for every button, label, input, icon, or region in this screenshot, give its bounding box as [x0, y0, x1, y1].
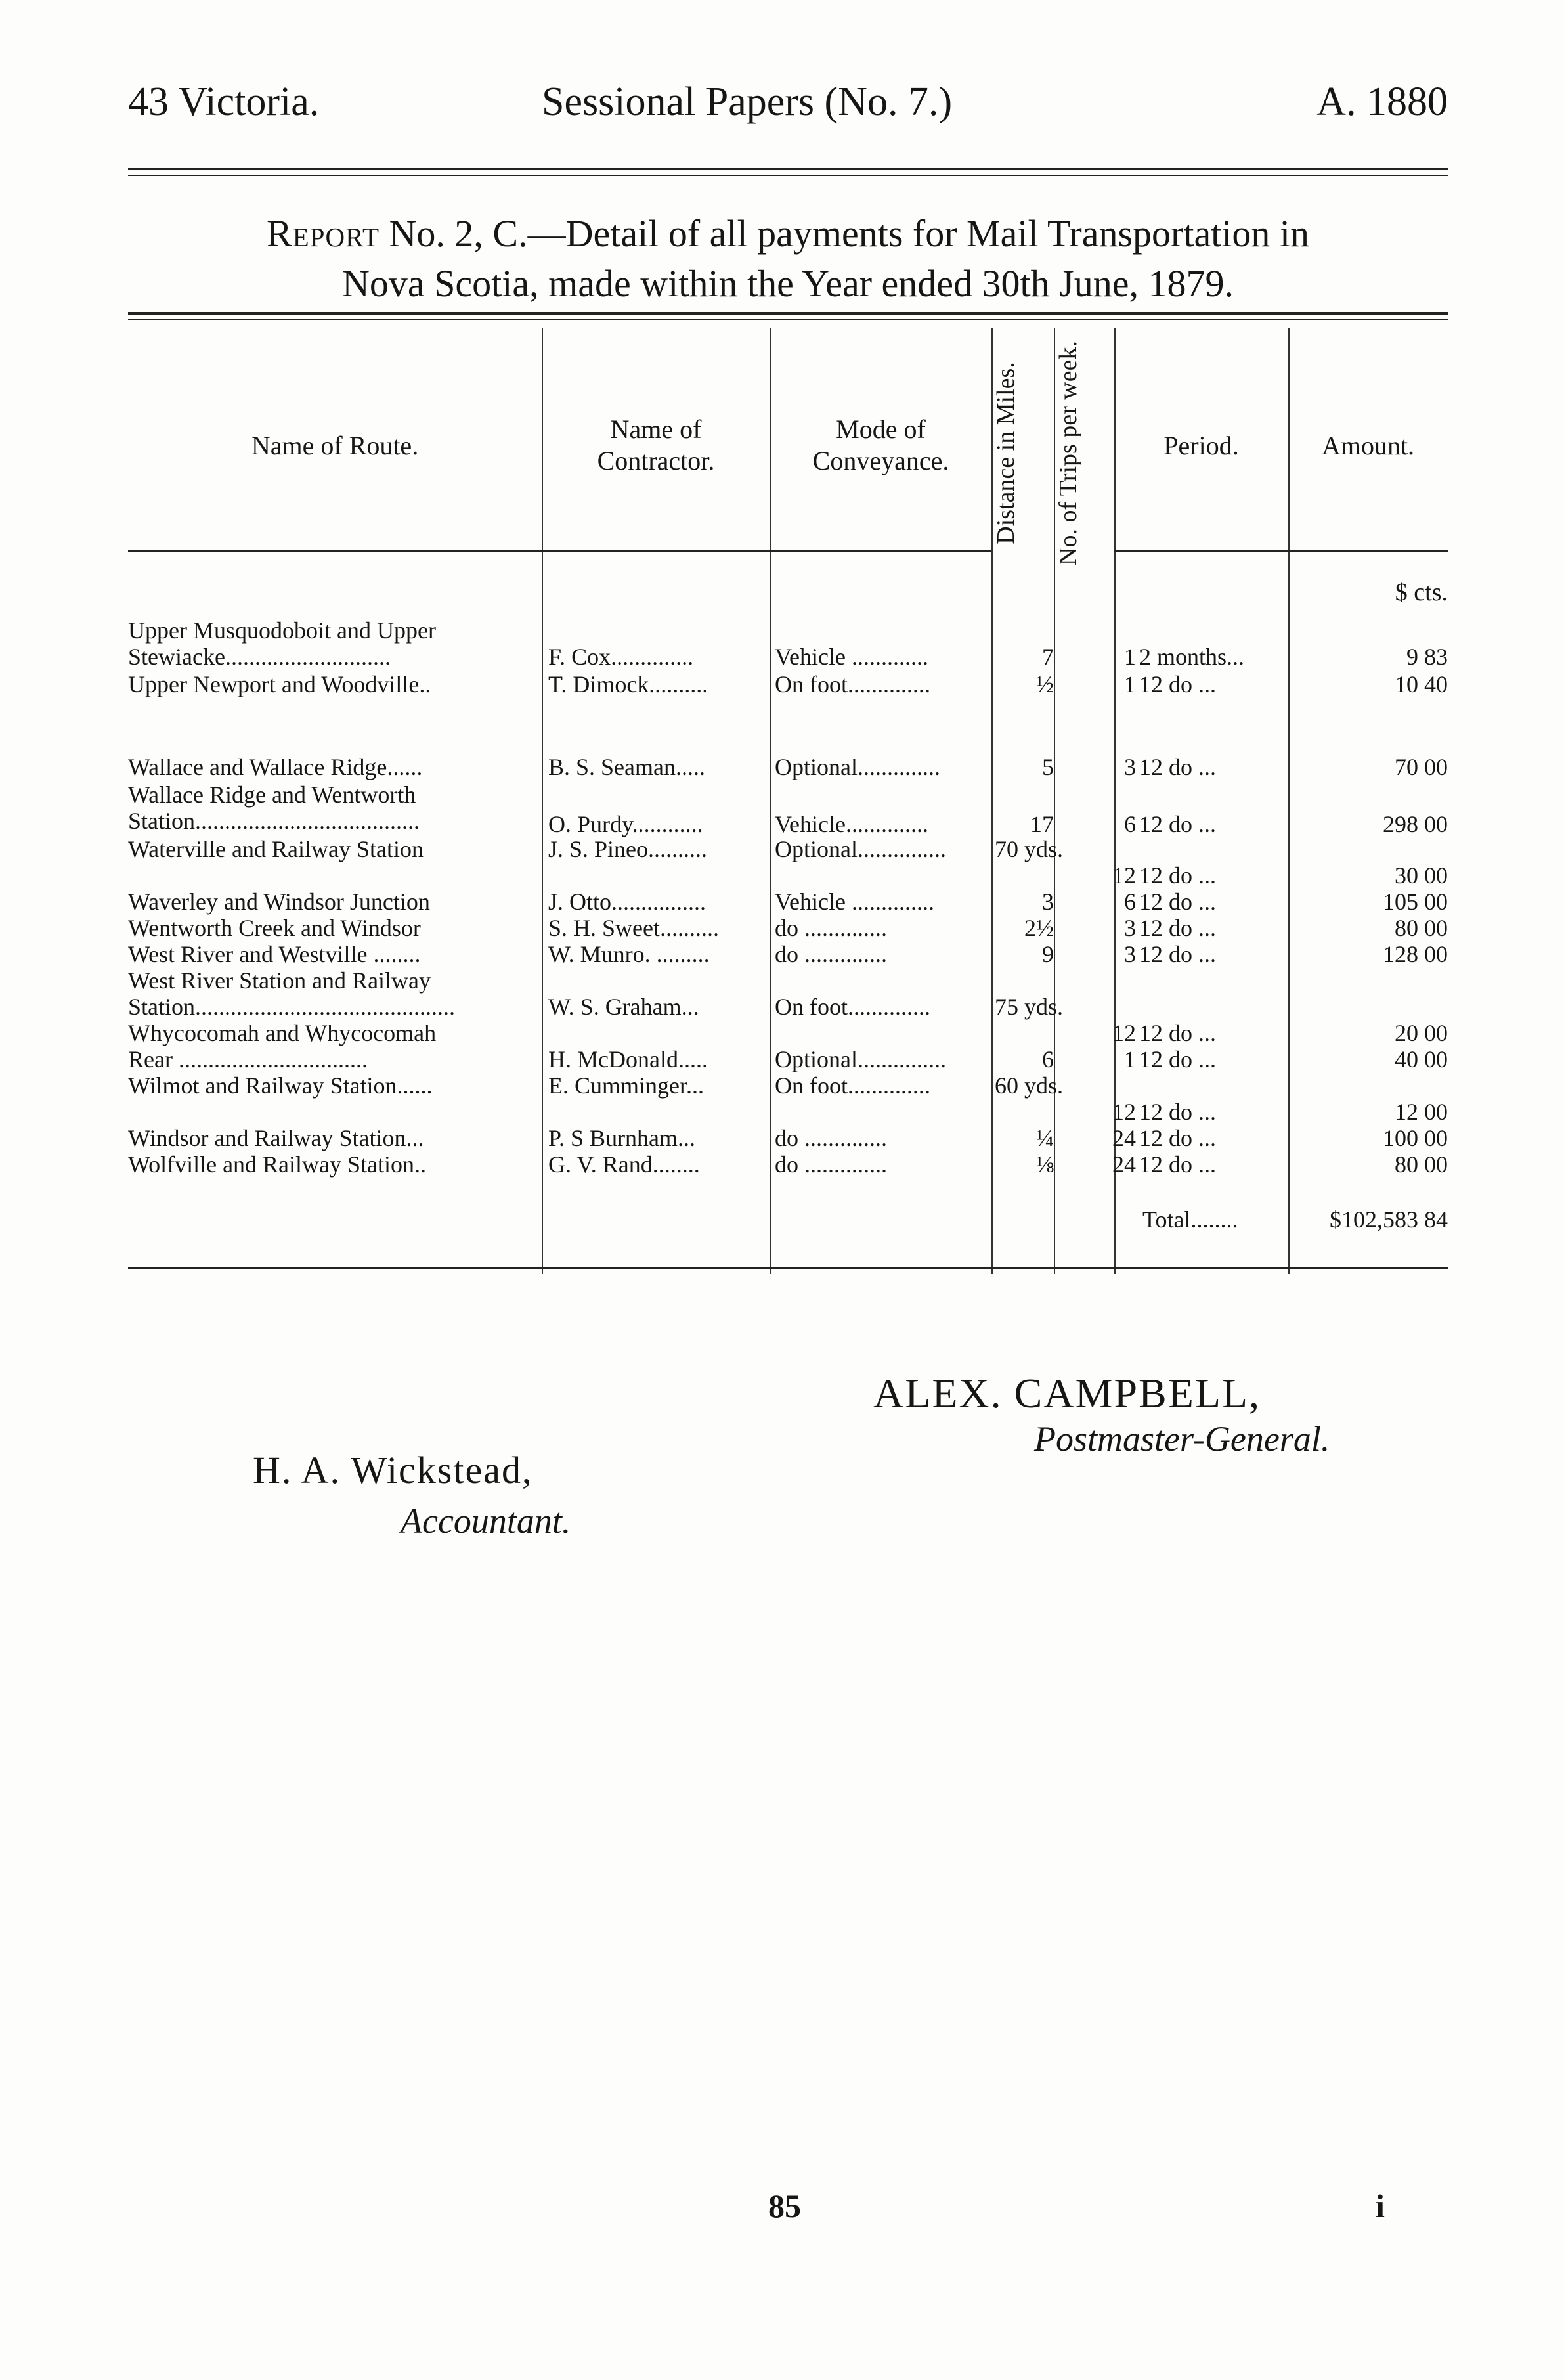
distance-cell: 75 yds.	[995, 994, 1064, 1020]
period-cell: 12 do ...	[1139, 1099, 1216, 1125]
period-cell: 12 do ...	[1139, 1046, 1216, 1072]
accountant-signature: H. A. Wickstead,	[253, 1449, 533, 1491]
route-line: Stewiacke............................	[128, 644, 391, 670]
report-title-line1-text: No. 2, C.—Detail of all payments for Mail Transportation in	[389, 212, 1310, 255]
mode-cell: Vehicle .............	[775, 644, 928, 670]
header-bottom-rule-right	[1114, 550, 1448, 552]
amount-cell: 128 00	[1383, 941, 1448, 967]
amount-cell: 80 00	[1395, 1151, 1448, 1178]
contractor-cell: G. V. Rand........	[548, 1151, 700, 1178]
route-cell	[128, 782, 538, 834]
postmaster-signature: ALEX. CAMPBELL,	[873, 1370, 1261, 1417]
header-mode	[770, 414, 991, 477]
route-cell: Wolfville and Railway Station..	[128, 1151, 427, 1178]
distance-cell: 5	[1042, 754, 1054, 780]
period-cell: 12 do ...	[1139, 889, 1216, 915]
period-cell: 12 do ...	[1139, 1020, 1216, 1046]
header-rule-top	[128, 168, 1448, 170]
header-contractor-line2: Contractor.	[597, 446, 715, 475]
route-line: West River Station and Railway	[128, 967, 431, 994]
amount-cell: 105 00	[1383, 889, 1448, 915]
mode-cell: Vehicle ..............	[775, 889, 934, 915]
period-cell: 2 months...	[1139, 644, 1245, 670]
trips-cell: 1	[1124, 644, 1136, 670]
trips-cell: 12	[1112, 1099, 1136, 1125]
amount-cell: 70 00	[1395, 754, 1448, 780]
header-period: Period.	[1163, 431, 1239, 460]
report-label: Report	[266, 212, 380, 255]
mode-cell: Optional...............	[775, 1046, 946, 1072]
contractor-cell: S. H. Sweet..........	[548, 915, 719, 941]
payments-table	[128, 328, 1448, 1274]
trips-cell: 24	[1112, 1151, 1136, 1178]
route-cell: Wilmot and Railway Station......	[128, 1072, 433, 1099]
contractor-cell: E. Cumminger...	[548, 1072, 704, 1099]
report-title-line1	[128, 209, 1448, 259]
mode-cell: do ..............	[775, 1125, 887, 1151]
route-line: Station............................................	[128, 994, 456, 1020]
distance-cell: 2½	[1024, 915, 1054, 941]
distance-cell: 3	[1042, 889, 1054, 915]
mode-cell: do ..............	[775, 1151, 887, 1178]
route-cell: Wentworth Creek and Windsor	[128, 915, 421, 941]
route-cell: Windsor and Railway Station...	[128, 1125, 424, 1151]
period-cell: 12 do ...	[1139, 671, 1216, 697]
distance-cell: ¼	[1036, 1125, 1054, 1151]
distance-cell: ⅛	[1036, 1151, 1054, 1178]
distance-cell: 7	[1042, 644, 1054, 670]
report-title	[128, 209, 1448, 309]
distance-cell: 60 yds.	[995, 1072, 1064, 1099]
contractor-cell: J. Otto................	[548, 889, 706, 915]
route-line: Rear ................................	[128, 1046, 368, 1072]
contractor-cell: F. Cox..............	[548, 644, 694, 670]
trips-cell: 6	[1124, 811, 1136, 837]
contractor-cell: B. S. Seaman.....	[548, 754, 705, 780]
header-route: Name of Route.	[251, 431, 419, 460]
route-line: Upper Musquodoboit and Upper	[128, 617, 436, 644]
header-trips: No. of Trips per week.	[1054, 341, 1082, 565]
amount-cell: 10 40	[1395, 671, 1448, 697]
mode-cell: On foot..............	[775, 671, 930, 697]
contractor-cell: O. Purdy............	[548, 811, 703, 837]
period-cell: 12 do ...	[1139, 1125, 1216, 1151]
contractor-cell: W. S. Graham...	[548, 994, 699, 1020]
trips-cell: 3	[1124, 915, 1136, 941]
header-contractor-line1: Name of	[610, 414, 702, 444]
header-bottom-rule	[128, 550, 991, 552]
period-cell: 12 do ...	[1139, 915, 1216, 941]
running-head-center: Sessional Papers (No. 7.)	[542, 79, 953, 124]
route-cell: West River and Westville ........	[128, 941, 421, 967]
period-cell: 12 do ...	[1139, 811, 1216, 837]
route-cell	[128, 617, 538, 670]
signature-mark: i	[1376, 2188, 1385, 2224]
trips-cell: 3	[1124, 941, 1136, 967]
trips-cell: 3	[1124, 754, 1136, 780]
route-line: Whycocomah and Whycocomah	[128, 1020, 437, 1046]
route-cell: Waverley and Windsor Junction	[128, 889, 430, 915]
report-title-line2: Nova Scotia, made within the Year ended 30th June, 1879.	[342, 262, 1234, 305]
amount-cell: 12 00	[1395, 1099, 1448, 1125]
distance-cell: ½	[1036, 671, 1054, 697]
trips-cell: 12	[1112, 1020, 1136, 1046]
route-line: Wallace Ridge and Wentworth	[128, 782, 416, 808]
distance-cell: 9	[1042, 941, 1054, 967]
mode-cell: Vehicle..............	[775, 811, 928, 837]
amount-cell: 9 83	[1406, 644, 1448, 670]
contractor-cell: J. S. Pineo..........	[548, 836, 708, 862]
distance-cell: 70 yds.	[995, 836, 1064, 862]
running-head-right: A. 1880	[1316, 79, 1448, 124]
page-number: 85	[768, 2188, 801, 2224]
route-cell	[128, 967, 538, 1020]
running-head-left: 43 Victoria.	[128, 79, 320, 124]
route-line: Station......................................	[128, 808, 420, 834]
trips-cell: 6	[1124, 889, 1136, 915]
total-label: Total........	[1142, 1206, 1238, 1233]
currency-label: $ cts.	[1395, 579, 1448, 606]
amount-cell: 20 00	[1395, 1020, 1448, 1046]
mode-cell: Optional..............	[775, 754, 940, 780]
total-amount: $102,583 84	[1330, 1206, 1448, 1233]
trips-cell: 12	[1112, 862, 1136, 889]
header-mode-line2: Conveyance.	[812, 446, 949, 475]
contractor-cell: P. S Burnham...	[548, 1125, 696, 1151]
trips-cell: 1	[1124, 1046, 1136, 1072]
period-cell: 12 do ...	[1139, 941, 1216, 967]
trips-cell: 1	[1124, 671, 1136, 697]
header-rule-bottom	[128, 175, 1448, 176]
route-cell: Upper Newport and Woodville..	[128, 671, 431, 697]
distance-cell: 6	[1042, 1046, 1054, 1072]
contractor-cell: H. McDonald.....	[548, 1046, 708, 1072]
mode-cell: Optional...............	[775, 836, 946, 862]
route-cell: Wallace and Wallace Ridge......	[128, 754, 423, 780]
amount-cell: 298 00	[1383, 811, 1448, 837]
header-contractor	[542, 414, 770, 477]
period-cell: 12 do ...	[1139, 1151, 1216, 1178]
header-distance: Distance in Miles.	[992, 362, 1020, 544]
amount-cell: 80 00	[1395, 915, 1448, 941]
route-cell: Waterville and Railway Station	[128, 836, 424, 862]
amount-cell: 30 00	[1395, 862, 1448, 889]
accountant-title: Accountant.	[401, 1501, 571, 1541]
mode-cell: On foot..............	[775, 994, 930, 1020]
table-rule-top	[128, 312, 1448, 315]
table-rule-top-thin	[128, 319, 1448, 320]
header-amount: Amount.	[1321, 431, 1415, 460]
contractor-cell: W. Munro. .........	[548, 941, 710, 967]
mode-cell: do ..............	[775, 915, 887, 941]
period-cell: 12 do ...	[1139, 754, 1216, 780]
header-mode-line1: Mode of	[836, 414, 926, 444]
distance-cell: 17	[1030, 811, 1054, 837]
period-cell: 12 do ...	[1139, 862, 1216, 889]
mode-cell: On foot..............	[775, 1072, 930, 1099]
running-head	[128, 79, 1448, 138]
amount-cell: 40 00	[1395, 1046, 1448, 1072]
postmaster-title: Postmaster-General.	[1034, 1419, 1330, 1459]
route-cell	[128, 1020, 538, 1072]
mode-cell: do ..............	[775, 941, 887, 967]
trips-cell: 24	[1112, 1125, 1136, 1151]
table-bottom-rule	[128, 1267, 1448, 1269]
amount-cell: 100 00	[1383, 1125, 1448, 1151]
contractor-cell: T. Dimock..........	[548, 671, 708, 697]
